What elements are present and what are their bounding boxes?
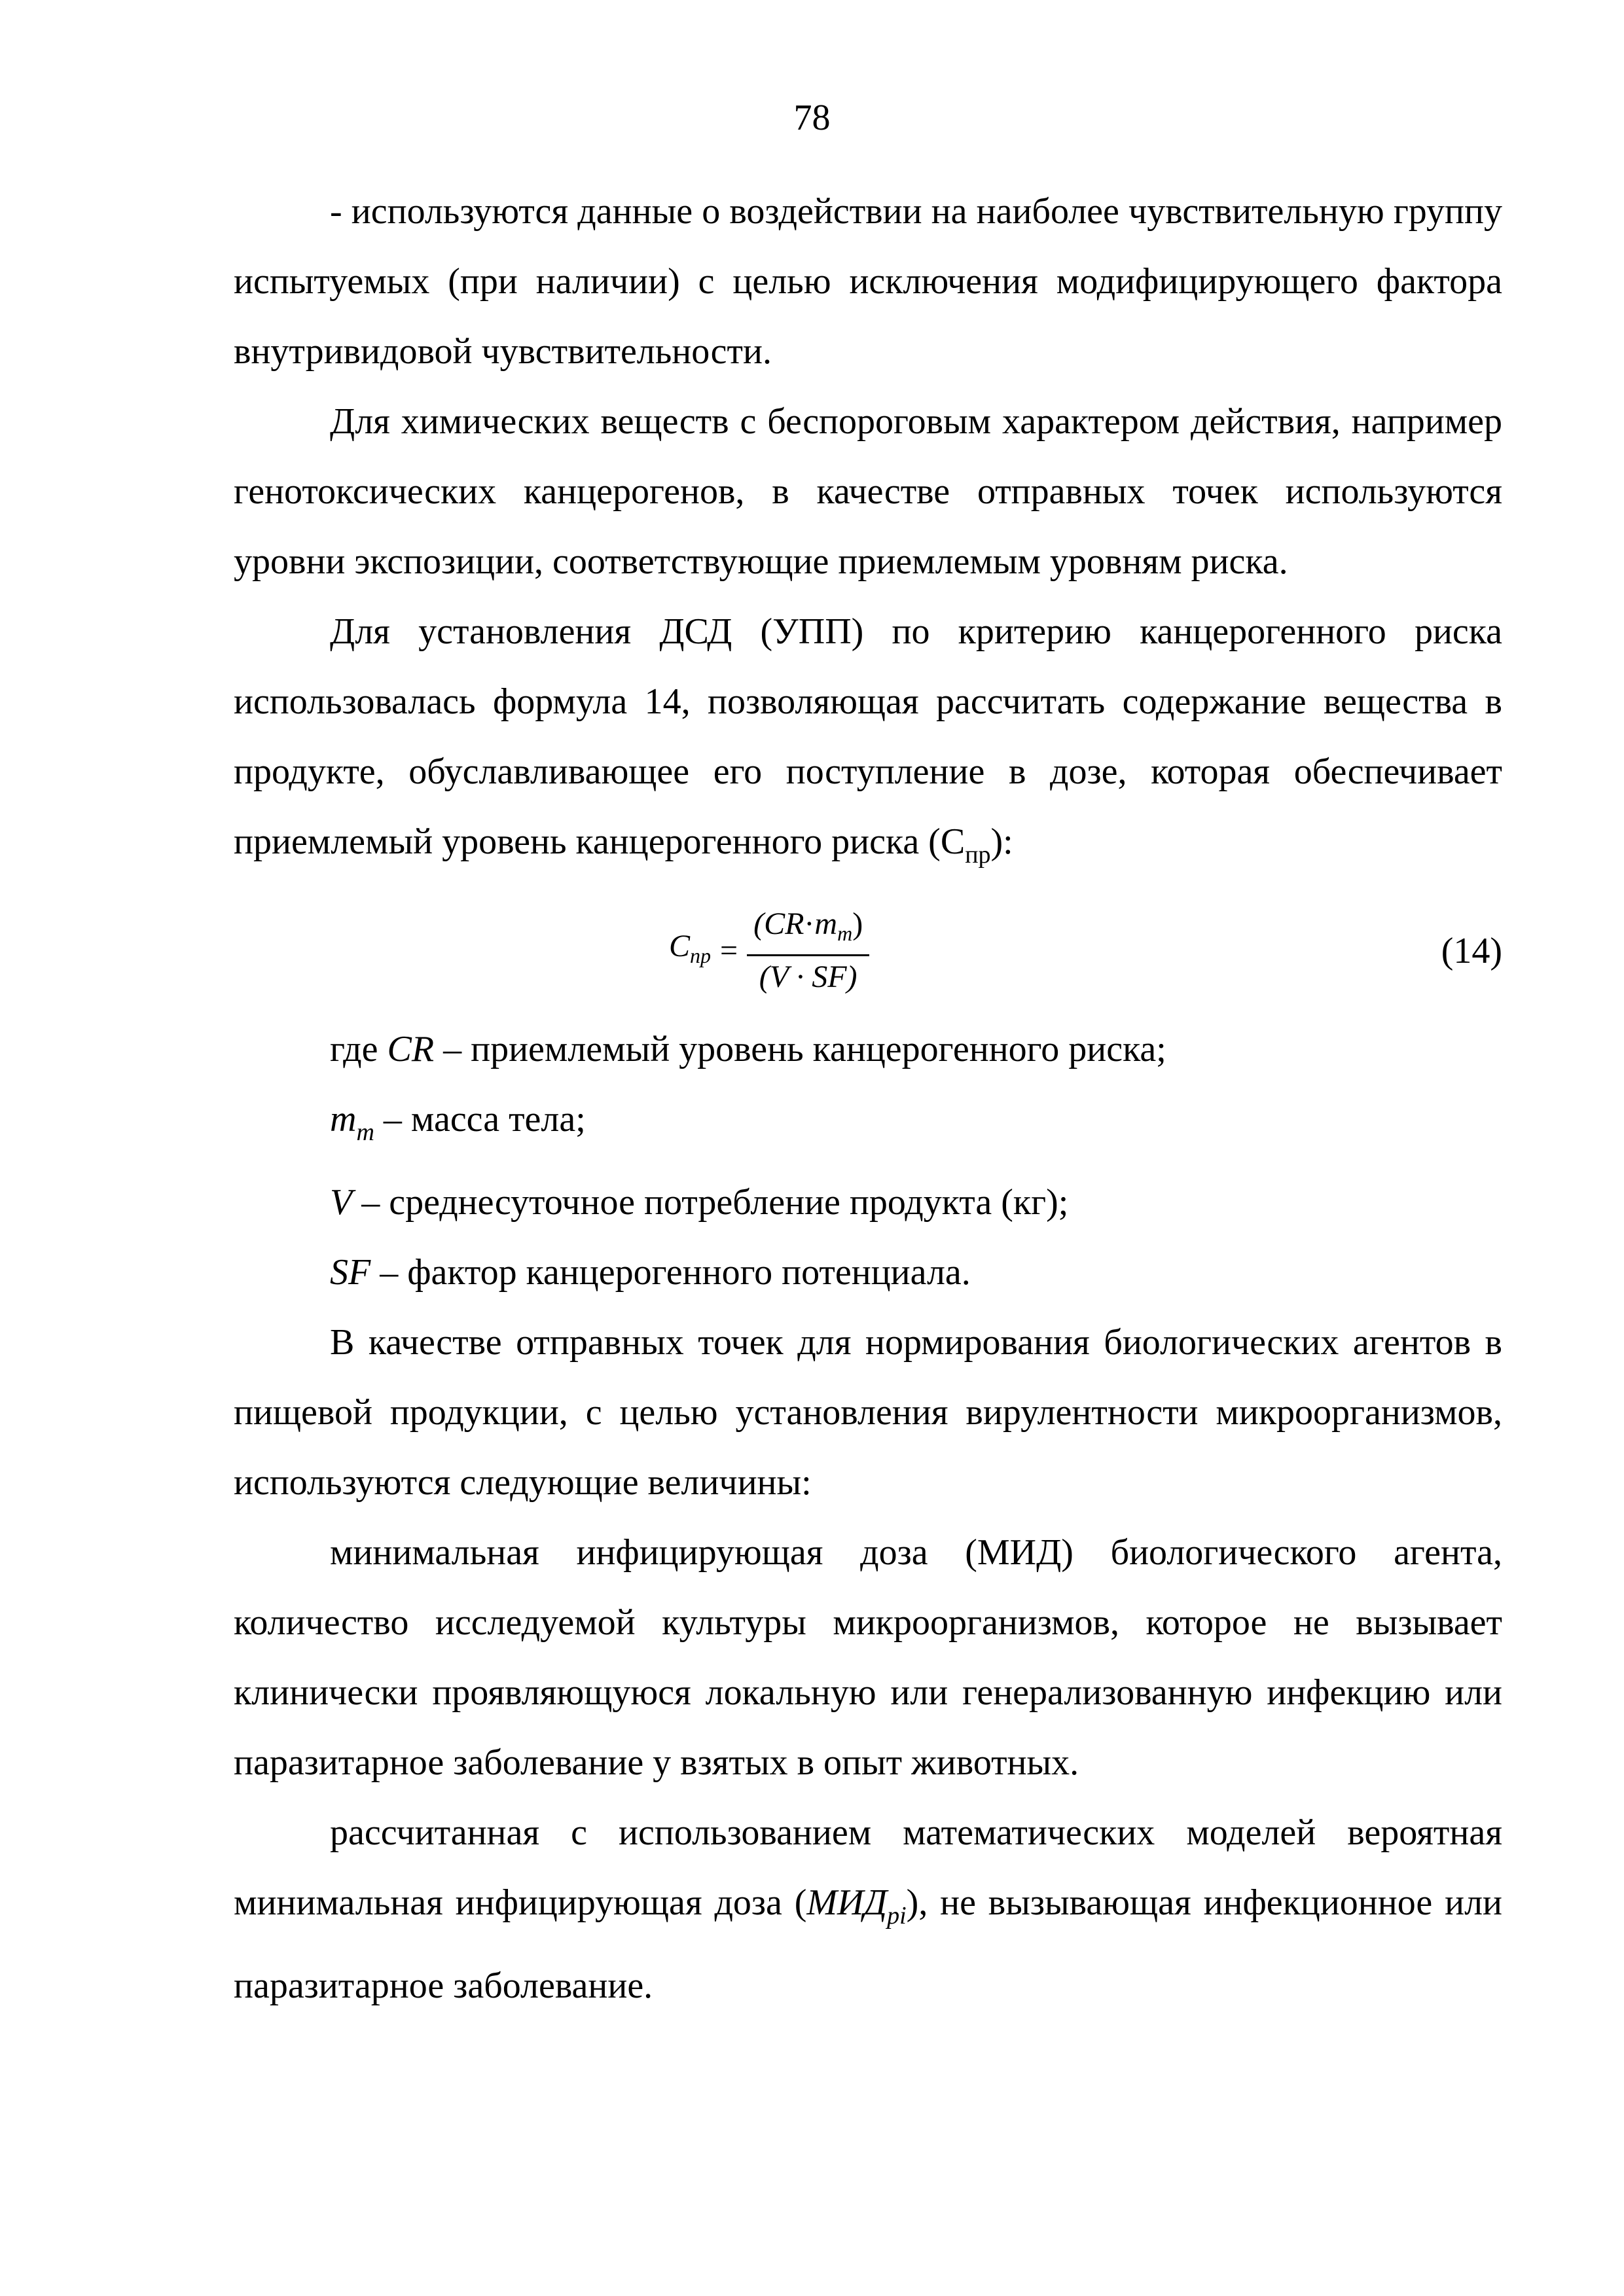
page-number: 78	[793, 98, 831, 138]
formula-intro-end: ):	[990, 821, 1013, 862]
definition-text: – масса тела;	[374, 1099, 586, 1139]
paragraph-mid-pi	[234, 1798, 1502, 2021]
definition-prefix: где	[330, 1029, 388, 1069]
paragraph-sensitive-group: - используются данные о воздействии на наиболее чувствительную группу испытуемых (при наличии) с целью исключения модифицирующего фактора внутривидовой чувствительности.	[234, 191, 1502, 372]
definition-symbol-subscript: m	[356, 1119, 374, 1146]
formula-denominator: (V · SF)	[759, 960, 857, 994]
formula-lhs	[669, 911, 711, 991]
mid-pi-symbol: МИД	[806, 1882, 888, 1923]
formula-intro-subscript: пр	[965, 841, 991, 869]
definition-symbol: V	[330, 1182, 353, 1223]
numerator-dot: ·	[804, 906, 815, 941]
definition-symbol: SF	[330, 1252, 371, 1293]
definition-symbol: m	[330, 1099, 357, 1139]
definition-symbol: CR	[387, 1029, 435, 1069]
formula-lhs-symbol: C	[669, 928, 691, 963]
paragraph-biological-agents: В качестве отправных точек для нормирования биологических агентов в пищевой продукции, с целью установления вирулентности микроорганизмов, используются следующие величины:	[234, 1322, 1502, 1503]
definition-slope-factor	[234, 1238, 1502, 1308]
paragraph-non-threshold: Для химических веществ с беспороговым характером действия, например генотоксических канцерогенов, в качестве отправных точек используются уровни экспозиции, соответствующие приемлемым уровням риска.	[234, 401, 1502, 582]
formula-intro-text: Для установления ДСД (УПП) по критерию канцерогенного риска использовалась формула 14, позволяющая рассчитать содержание вещества в продукте, обуславливающее его поступление в дозе, которая обеспечивает приемлемый уровень канцерогенного риска (С	[234, 611, 1502, 862]
definition-mass	[234, 1085, 1502, 1168]
numerator-m: m	[814, 906, 838, 941]
definition-text: – фактор канцерогенного потенциала.	[370, 1252, 971, 1293]
formula-fraction	[747, 903, 869, 998]
mid-pi-text-end: ), не вызывающая инфекционное или паразитарное заболевание.	[234, 1882, 1502, 2006]
numerator-cr: (CR	[753, 906, 804, 941]
formula-number: (14)	[1441, 931, 1502, 971]
definition-text: – приемлемый уровень канцерогенного риска;	[434, 1029, 1166, 1069]
definitions-list	[234, 1014, 1502, 1308]
paragraph-mid: минимальная инфицирующая доза (МИД) биологического агента, количество исследуемой культуры микроорганизмов, которое не вызывает клинически проявляющуюся локальную или генерализованную инфекцию или паразитарное заболевание у взятых в опыт животных.	[234, 1532, 1502, 1783]
formula-row	[234, 890, 1502, 1014]
formula-14	[669, 903, 869, 998]
formula-numerator	[747, 903, 869, 956]
definition-cr	[234, 1014, 1502, 1085]
formula-lhs-subscript: пр	[690, 943, 712, 967]
definition-consumption	[234, 1168, 1502, 1238]
mid-pi-subscript: pi	[887, 1902, 907, 1929]
document-body	[234, 177, 1502, 2021]
mid-pi-text-start: рассчитанная с использованием математических моделей вероятная минимальная инфицирующая доза (	[234, 1812, 1502, 1923]
formula-equals: =	[720, 933, 738, 968]
definition-text: – среднесуточное потребление продукта (кг);	[352, 1182, 1069, 1223]
numerator-close: )	[852, 906, 863, 941]
paragraph-formula-intro	[234, 597, 1502, 890]
numerator-m-subscript: m	[837, 922, 853, 945]
